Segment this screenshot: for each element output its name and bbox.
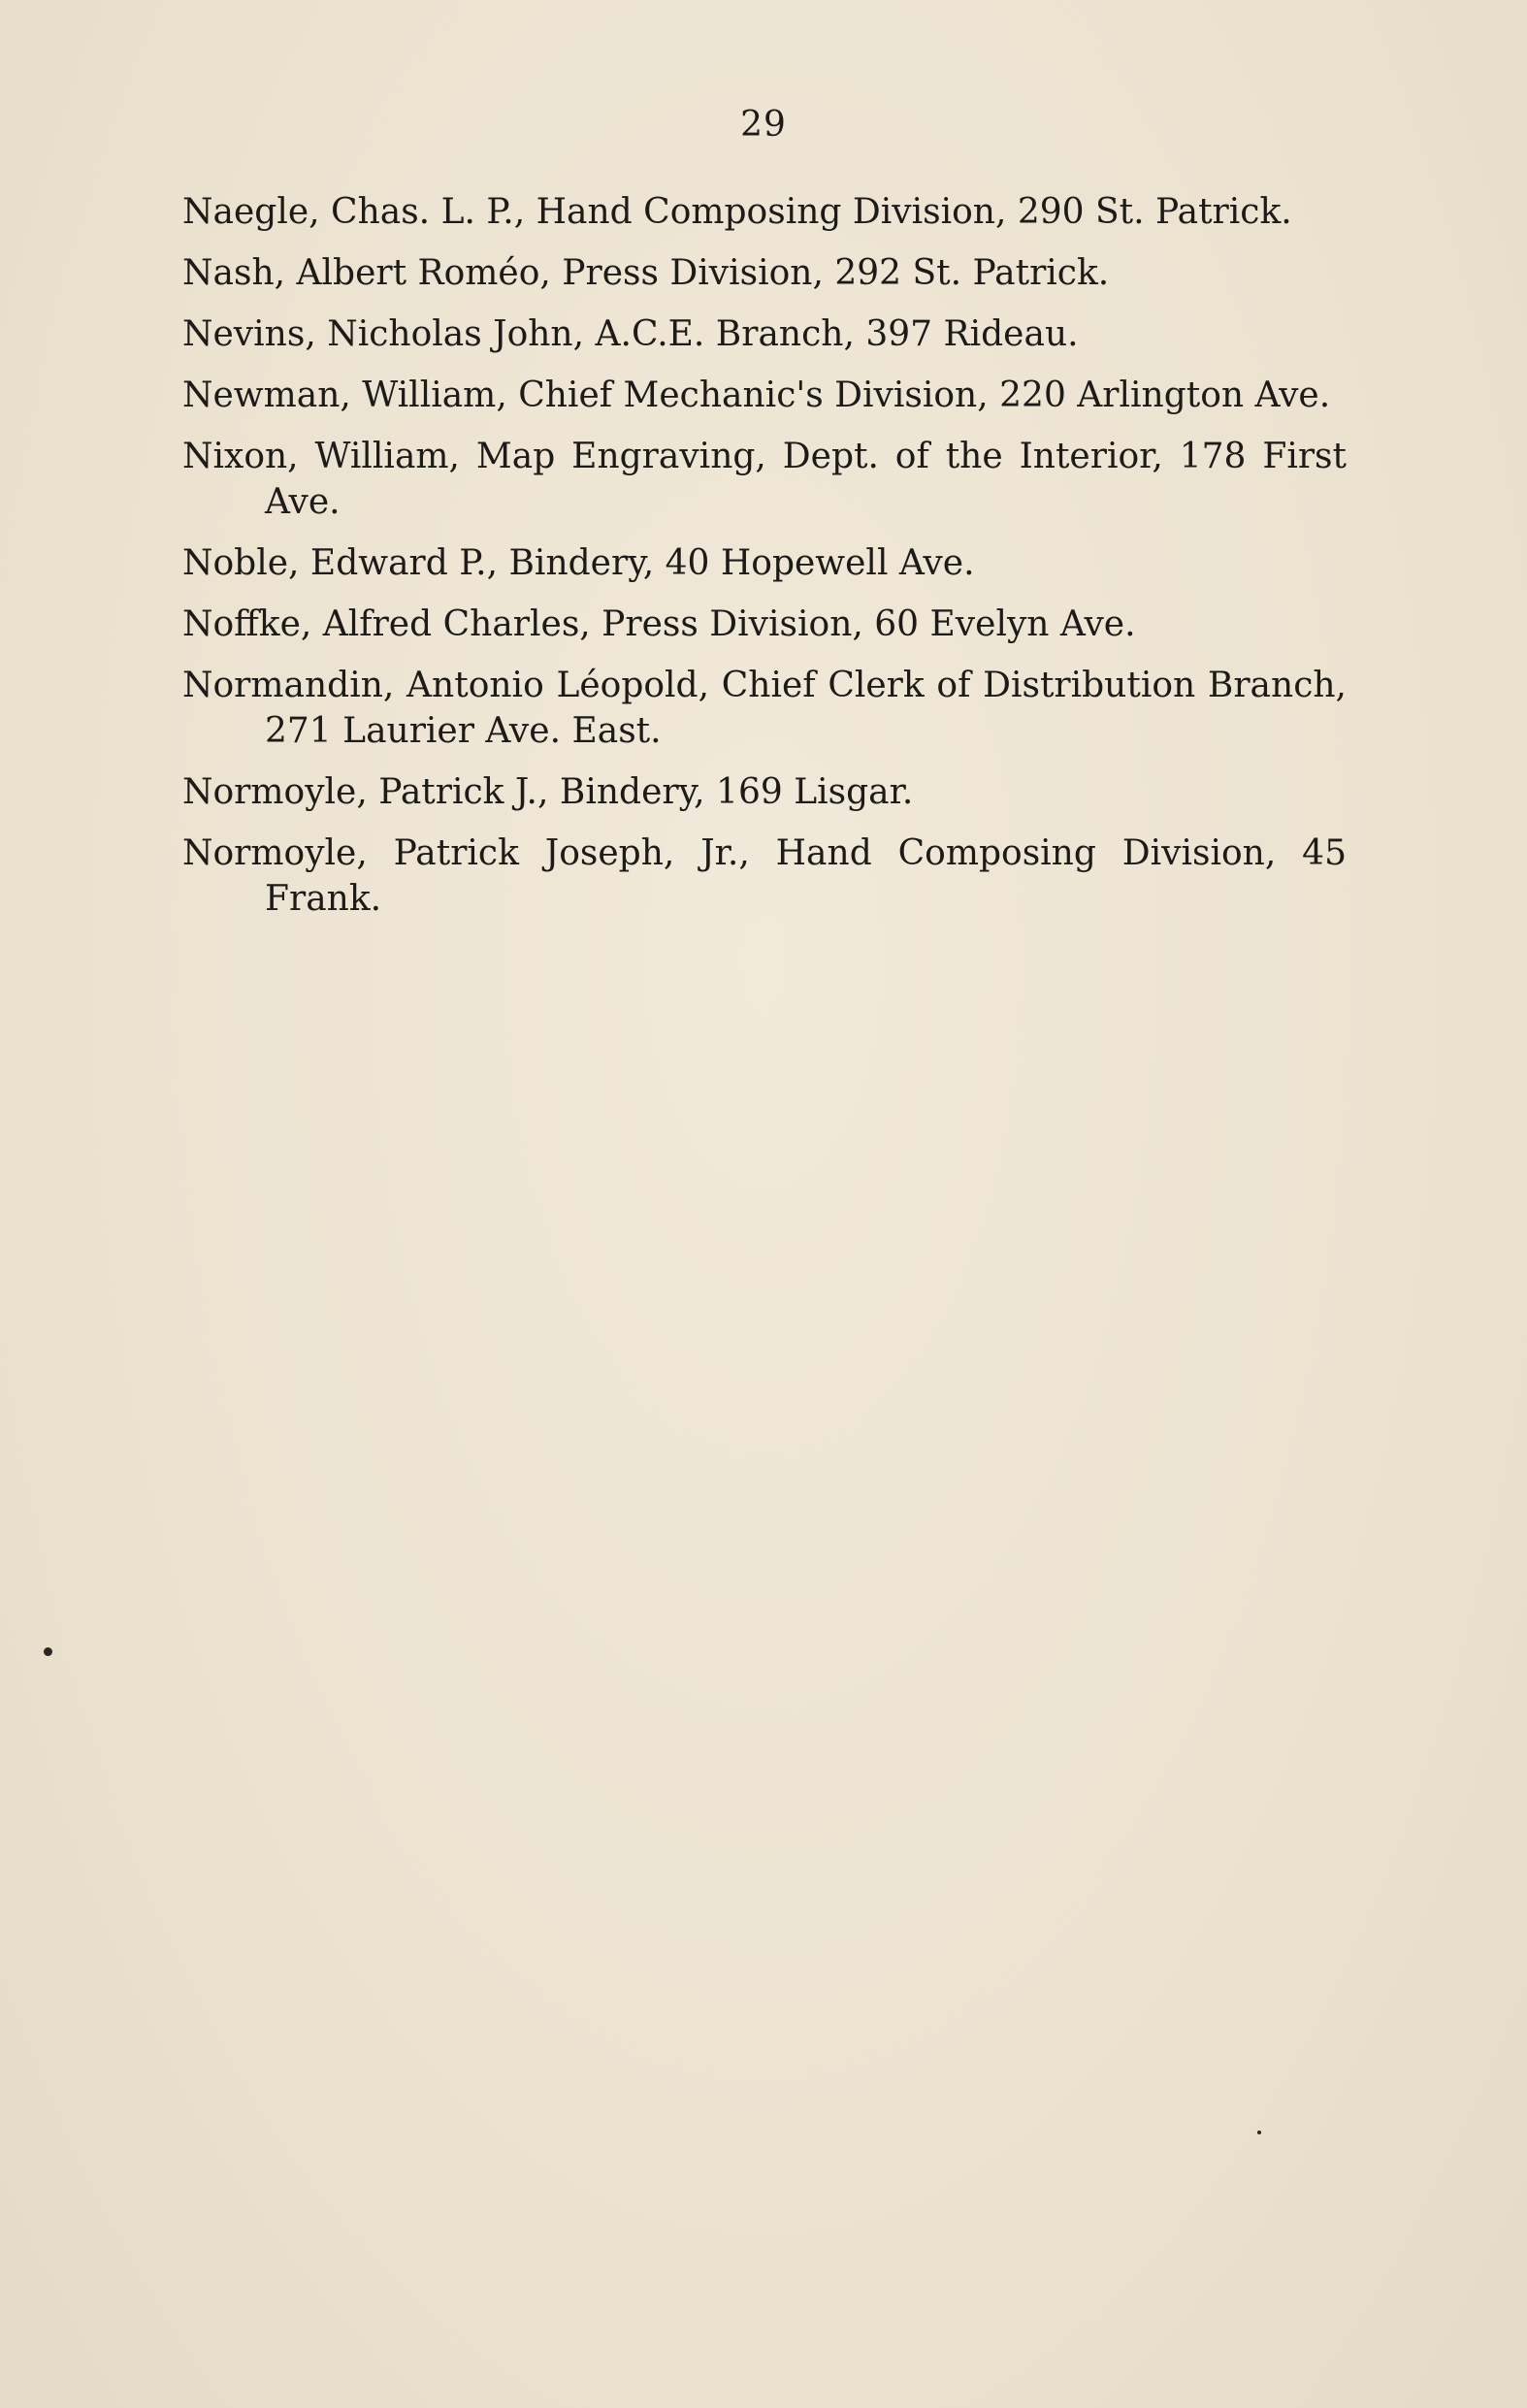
- ink-speck: [44, 1647, 52, 1656]
- directory-entry: Newman, William, Chief Mechanic's Division, 220 Arlington Ave.: [182, 375, 1331, 415]
- directory-entry: Noffke, Alfred Charles, Press Division, 60 Evelyn Ave.: [182, 604, 1136, 644]
- ink-speck: [1257, 2131, 1261, 2134]
- directory-entry: Nixon, William, Map Engraving, Dept. of the Interior, 178 First Ave.: [182, 437, 1347, 522]
- directory-entry: Nash, Albert Roméo, Press Division, 292 St. Patrick.: [182, 253, 1110, 293]
- page-number: 29: [740, 105, 787, 145]
- directory-list: [182, 189, 1347, 937]
- directory-entry: Normoyle, Patrick Joseph, Jr., Hand Composing Division, 45 Frank.: [182, 833, 1347, 919]
- directory-entry: Nevins, Nicholas John, A.C.E. Branch, 397 Rideau.: [182, 314, 1079, 354]
- directory-entry: Noble, Edward P., Bindery, 40 Hopewell Ave.: [182, 543, 975, 583]
- directory-entry: Normoyle, Patrick J., Bindery, 169 Lisgar.: [182, 772, 914, 812]
- directory-entry: Normandin, Antonio Léopold, Chief Clerk of Distribution Branch, 271 Laurier Ave. East.: [182, 666, 1347, 751]
- directory-entry: Naegle, Chas. L. P., Hand Composing Division, 290 St. Patrick.: [182, 192, 1292, 232]
